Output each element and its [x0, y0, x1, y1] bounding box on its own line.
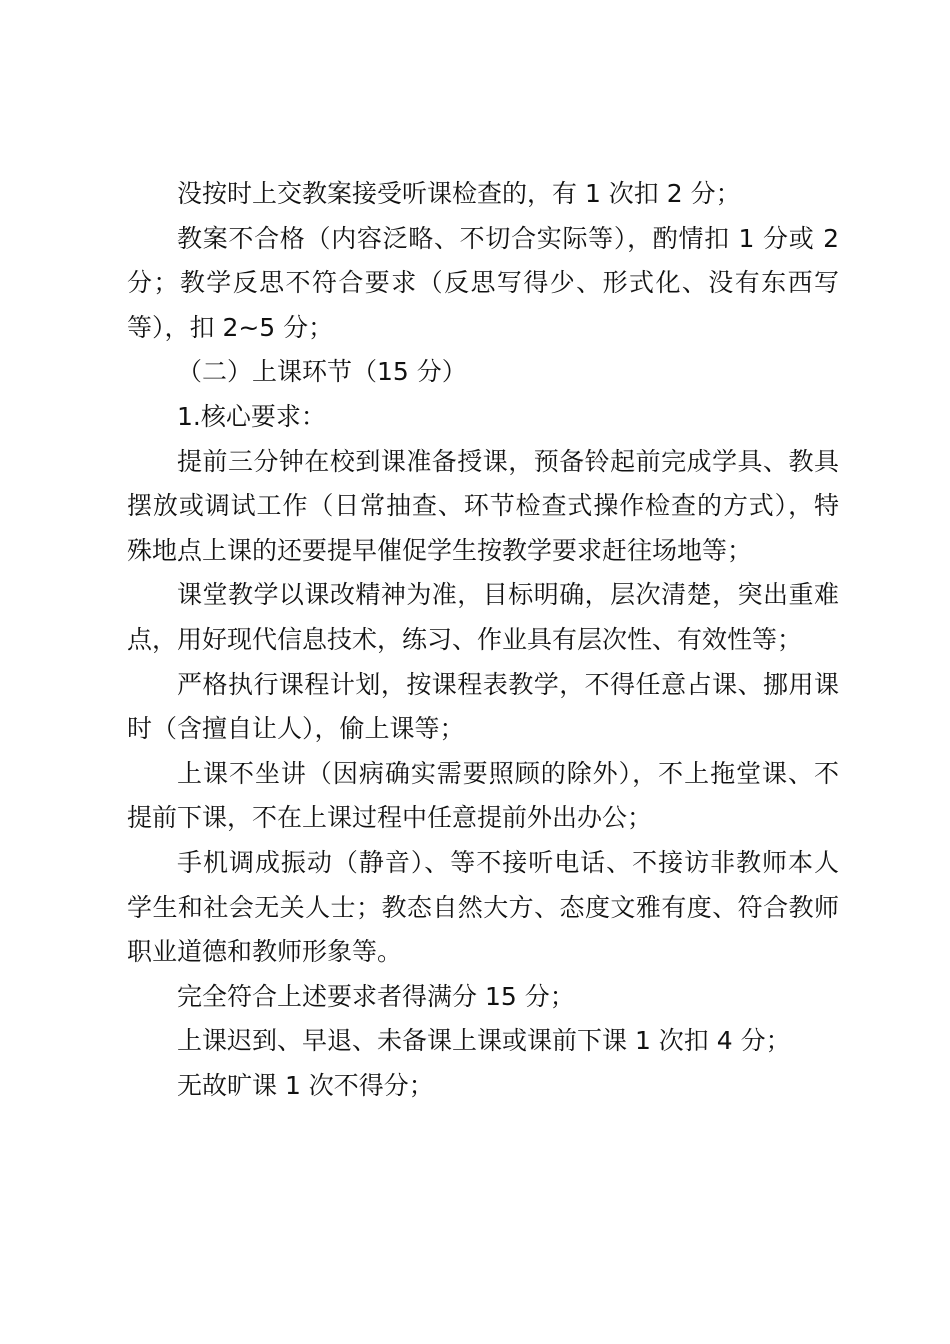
paragraph-lesson-plan-quality: 教案不合格（内容泛略、不切合实际等），酌情扣 1 分或 2 分；教学反思不符合要求（反思写得少、形式化、没有东西写等），扣 2~5 分； — [127, 223, 839, 342]
subheading-core-requirements: 1.核心要求： — [177, 401, 326, 431]
document-body — [127, 172, 839, 1108]
paragraph-absence-no-score: 无故旷课 1 次不得分； — [177, 1070, 434, 1100]
paragraph-no-sitting-lecture: 上课不坐讲（因病确实需要照顾的除外），不上拖堂课、不提前下课，不在上课过程中任意提前外出办公； — [127, 758, 839, 833]
paragraph-arrive-early: 提前三分钟在校到课准备授课，预备铃起前完成学具、教具摆放或调试工作（日常抽查、环节检查式操作检查的方式），特殊地点上课的还要提早催促学生按教学要求赶往场地等； — [127, 446, 839, 565]
paragraph-full-score: 完全符合上述要求者得满分 15 分； — [177, 981, 575, 1011]
paragraph-lesson-plan-deadline: 没按时上交教案接受听课检查的，有 1 次扣 2 分； — [177, 179, 741, 208]
paragraph-phone-and-demeanor: 手机调成振动（静音）、等不接听电话、不接访非教师本人学生和社会无关人士；教态自然大方、态度文雅有度、符合教师职业道德和教师形象等。 — [127, 847, 839, 967]
paragraph-teaching-standards: 课堂教学以课改精神为准，目标明确，层次清楚，突出重难点，用好现代信息技术，练习、作业具有层次性、有效性等； — [127, 580, 839, 654]
paragraph-late-early-deduction: 上课迟到、早退、未备课上课或课前下课 1 次扣 4 分； — [177, 1026, 791, 1056]
section-heading-class-session: （二）上课环节（15 分） — [177, 357, 467, 387]
paragraph-course-schedule: 严格执行课程计划，按课程表教学，不得任意占课、挪用课时（含擅自让人），偷上课等； — [127, 669, 839, 744]
